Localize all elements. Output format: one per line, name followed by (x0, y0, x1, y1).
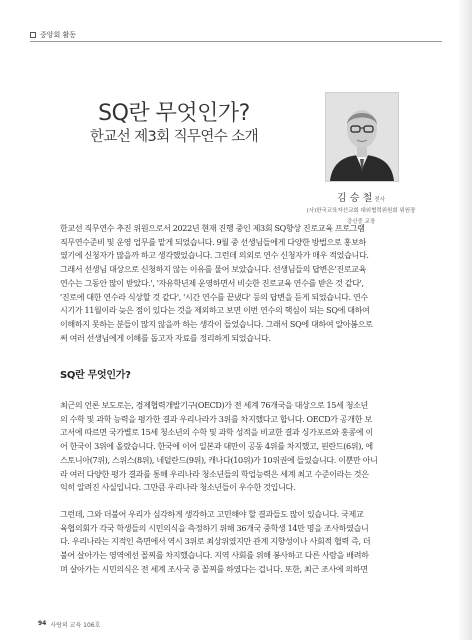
text-line: 고서에 따르면 국가별로 15세 청소년의 수학 및 과학 성적을 비교한 결과 싱가포르와 홍콩에 이 (60, 428, 373, 438)
text-line: 불어 살아가는 영역에선 꼴찌를 차지했습니다. 지역 사회를 위해 봉사하고 다른 사람을 배려하 (60, 551, 369, 561)
text-line: 연수는 그동안 많이 받았다.', '자유학년제 운영하면서 비슷한 진로교육 연수를 받은 것 같다', (60, 278, 364, 288)
text-line: 한교선 직무연수 추진 위원으로서 2022년 현재 진행 중인 제3회 SQ향상 진로교육 프로그램 (60, 224, 365, 233)
text-line: 스토니아(7위), 스위스(8위), 네덜란드(9위), 캐나다(10위)가 10위권에 들었습니다. 이뿐만 아니 (60, 455, 378, 465)
section-label: 중앙회 활동 (40, 31, 77, 39)
text-line: 였기에 신청자가 많을까 하고 생각했었습니다. 그런데 의외로 연수 신청자가 매우 적었습니다. (60, 251, 369, 261)
article-title: SQ란 무엇인가? (98, 101, 250, 126)
closing-paragraph (60, 508, 428, 577)
article-subtitle: 한교선 제3회 직무연수 소개 (89, 129, 259, 145)
header-divider (30, 41, 442, 42)
intro-paragraph (60, 222, 428, 345)
author-role: 전사 (374, 197, 385, 203)
page-footer (38, 620, 100, 629)
square-bullet-icon (30, 32, 36, 38)
section-heading: SQ란 무엇인가? (60, 370, 131, 381)
text-line: 육협의회가 각국 학생들의 시민의식을 측정하기 위해 36개국 중학생 14만 명을 조사하였습니 (60, 523, 369, 533)
section-paragraph (60, 399, 428, 495)
author-affiliation: (사)한국교육자선교회 대외협력위원회 위원장 (306, 208, 416, 214)
text-line: 어 한국이 3위에 올랐습니다. 한국에 이어 일본과 대만이 공동 4위를 차지했고, 핀란드(6위), 에 (60, 442, 373, 452)
section-tag (30, 30, 76, 40)
publication-name: 사랑의 교육 106호 (50, 622, 101, 629)
text-line: 다. 우리나라는 지적인 측면에서 역시 3위로 최상위였지만 관계 지향성이나 사회적 협력 즉, 더 (60, 537, 371, 547)
page-number: 94 (38, 620, 47, 627)
text-line: 시기가 11월이라 늦은 점이 있다는 것을 제외하고 보면 이번 연수의 핵심이 되는 SQ에 대하여 (60, 306, 370, 316)
text-line: 라 여러 다양한 평가 결과를 통해 우리나라 청소년들의 학업능력은 세계 최고 수준이라는 것은 (60, 469, 369, 479)
text-line: 의 수학 및 과학 능력을 평가한 결과 우리나라가 3위를 차지했다고 합니다. OECD가 공개한 보 (60, 414, 372, 424)
text-line: 이해하지 못하는 분들이 많지 않을까 하는 생각이 들었습니다. 그래서 SQ에 대하여 알아봄으로 (60, 319, 373, 329)
text-line: 그런데, 그와 더불어 우리가 심각하게 생각하고 고민해야 할 결과들도 많이 있습니다. 국제교 (60, 510, 364, 519)
text-line: 직무연수준비 및 운영 업무를 맡게 되었습니다. 9월 중 선생님들에게 다양한 방법으로 홍보하 (60, 237, 366, 247)
text-line: 그래서 선생님 대상으로 신청하지 않는 이유를 물어 보았습니다. 선생님들의 답변은'진로교육 (60, 265, 367, 275)
page-edge-shadow (458, 0, 472, 640)
text-line: 익히 알려진 사실입니다. 그만큼 우리나라 청소년들이 우수한 것입니다. (60, 483, 296, 493)
author-school: 강신중 교장 (346, 218, 376, 225)
author-photo (325, 92, 399, 182)
text-line: 최근의 언론 보도로는, 경제협력개발기구(OECD)가 전 세계 76개국을 대상으로 15세 청소년 (60, 401, 368, 410)
text-line: '진로에 대한 연수라 식상할 것 같다', '시간 연수를 끝냈다' 등의 답변을 듣게 되었습니다. 연수 (60, 292, 368, 302)
author-block (300, 186, 422, 226)
author-name: 김 승 철 (337, 193, 373, 204)
text-line: 며 살아가는 시민의식은 전 세계 조사국 중 꼴찌를 하였다는 겁니다. 또한, 최근 조사에 의하면 (60, 564, 368, 574)
text-line: 써 여러 선생님에게 이해를 돕고자 자료를 정리하게 되었습니다. (60, 333, 271, 343)
